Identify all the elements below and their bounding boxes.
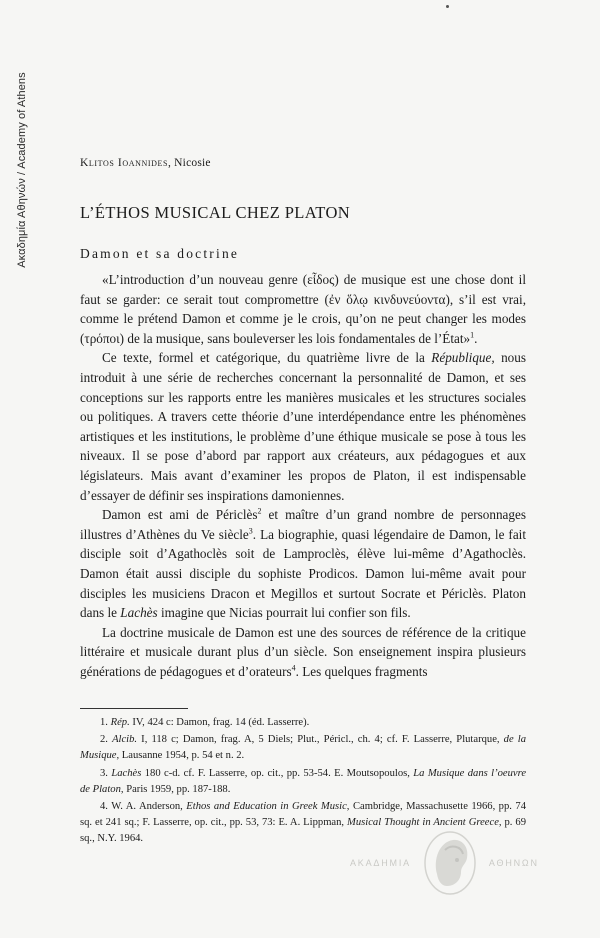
footnote-text: 2. xyxy=(100,734,113,746)
academy-stamp-watermark xyxy=(350,830,539,896)
footnote-text: IV, 424 c: Damon, frag. 14 (éd. Lasserre). xyxy=(129,717,310,728)
paragraph-3-text: Damon est ami de Périclès xyxy=(102,507,258,523)
paragraph-3-text: et maître d’un grand nombre de personnages illustres d’Athènes du Ve siècle xyxy=(80,507,526,542)
paragraph-3-text: . La biographie, quasi légendaire de Damon, le fait disciple soit d’Agathoclès soit de Lamproclès, élève lui-même d’Agathoclès. Damon était aussi disciple du sophiste Prodicos. Damon lui-même avait pour disciples les musiciens Dracon et Megillos et surtout Socrate et Périclès. Platon dans le xyxy=(80,526,526,621)
athena-head-icon xyxy=(423,830,477,896)
paragraph-1 xyxy=(80,270,526,348)
footnotes xyxy=(80,715,526,848)
footnote-text: 3. xyxy=(100,767,112,779)
footnote-ref: 1 xyxy=(470,330,475,340)
work-title: Lachès xyxy=(120,605,158,621)
footnote-ref: 2 xyxy=(257,506,262,516)
footnote-text: Paris 1959, pp. 187-188. xyxy=(123,783,231,795)
footnote-text: Cambridge, Massachusette 1966, pp. 74 sq. et 241 sq.; F. Lasserre, op. cit., pp. 53, 73: E. A. Lippman, xyxy=(80,801,526,829)
footnote-ref: 4 xyxy=(291,663,296,673)
paragraph-1-end: . xyxy=(474,330,478,346)
paragraph-3 xyxy=(80,505,526,623)
section-heading: Damon et sa doctrine xyxy=(80,246,240,261)
paragraph-4 xyxy=(80,623,526,682)
footnote-text: 180 c-d. cf. F. Lasserre, op. cit., pp. 53-54. E. Moutsopoulos, xyxy=(141,767,414,779)
paragraph-1-text: «L’introduction d’un nouveau genre (εἶδος) de musique est une chose dont il faut se garder: ce serait tout compromettre (ἐν ὅλῳ κινδυνεύοντα), s’il est vrai, comme le prétend Damon et comme je le crois, qu’on ne peut changer les modes (τρόποι) de la musique, sans bouleverser les lois fondamentales de l’État» xyxy=(80,272,526,346)
footnote-italic: Alcib. xyxy=(112,734,138,746)
footnote-3 xyxy=(80,766,526,798)
stamp-right-text: ΑΘΗΝΩΝ xyxy=(488,858,539,868)
scan-speck xyxy=(446,5,449,8)
body-text xyxy=(80,270,526,681)
footnote-italic: Musical Thought in Ancient Greece, xyxy=(347,817,502,829)
author-name: Klitos Ioannides xyxy=(80,157,169,169)
paragraph-3-text: imagine que Nicias pourrait lui confier son fils. xyxy=(157,605,411,621)
footnote-italic: La Musique dans l’oeuvre de Platon, xyxy=(80,767,527,795)
stamp-left-text: ΑΚΑΔΗΜΙΑ xyxy=(350,858,411,868)
footnote-divider xyxy=(80,708,188,709)
work-title: République, xyxy=(431,350,495,366)
footnote-italic: Ethos and Education in Greek Music, xyxy=(186,801,350,813)
paragraph-2-text: Ce texte, formel et catégorique, du quatrième livre de la xyxy=(102,350,432,366)
footnote-text: p. 69 sq., N.Y. 1964. xyxy=(80,817,526,845)
footnote-italic: Lachès xyxy=(111,767,142,779)
footnote-1 xyxy=(80,715,526,731)
side-watermark: Ακαδημία Αθηνών / Academy of Athens xyxy=(16,72,28,268)
paragraph-4-text: . Les quelques fragments xyxy=(295,663,428,679)
footnote-2 xyxy=(80,732,526,764)
author-line xyxy=(80,157,211,169)
footnote-ref: 3 xyxy=(248,526,253,536)
footnote-italic: de la Musique, xyxy=(80,734,527,762)
paragraph-2-text: nous introduit à une série de recherches concernant la personnalité de Damon, et ses conceptions sur les rapports entre les manières musicales et les structures sociales ou politiques. A travers cette théorie d’une interdépendance entre les phénomènes artistiques et les institutions, le problème d’une éthique musicale se pose à tous les niveaux. Il se pose d’abord par rapport aux créateurs, aux pédagogues et aux législateurs. Mais avant d’examiner les propos de Platon, il est indispensable d’essayer de définir ses inspirations damoniennes. xyxy=(80,350,526,503)
paragraph-4-text: La doctrine musicale de Damon est une des sources de référence de la critique littéraire et musicale durant plus d’un siècle. Son enseignement inspira plusieurs générations de pédagogues et d’orateurs xyxy=(80,624,526,679)
footnote-text: 1. xyxy=(100,717,111,728)
paragraph-2 xyxy=(80,348,526,505)
footnote-text: I, 118 c; Damon, frag. A, 5 Diels; Plut., Péricl., ch. 4; cf. F. Lasserre, Plutarque, xyxy=(137,734,504,746)
footnote-text: 4. W. A. Anderson, xyxy=(100,801,187,813)
article-title: L’ÉTHOS MUSICAL CHEZ PLATON xyxy=(80,203,351,222)
footnote-italic: Rép. xyxy=(110,717,130,728)
footnote-text: Lausanne 1954, p. 54 et n. 2. xyxy=(119,750,245,762)
author-place: , Nicosie xyxy=(168,157,211,169)
